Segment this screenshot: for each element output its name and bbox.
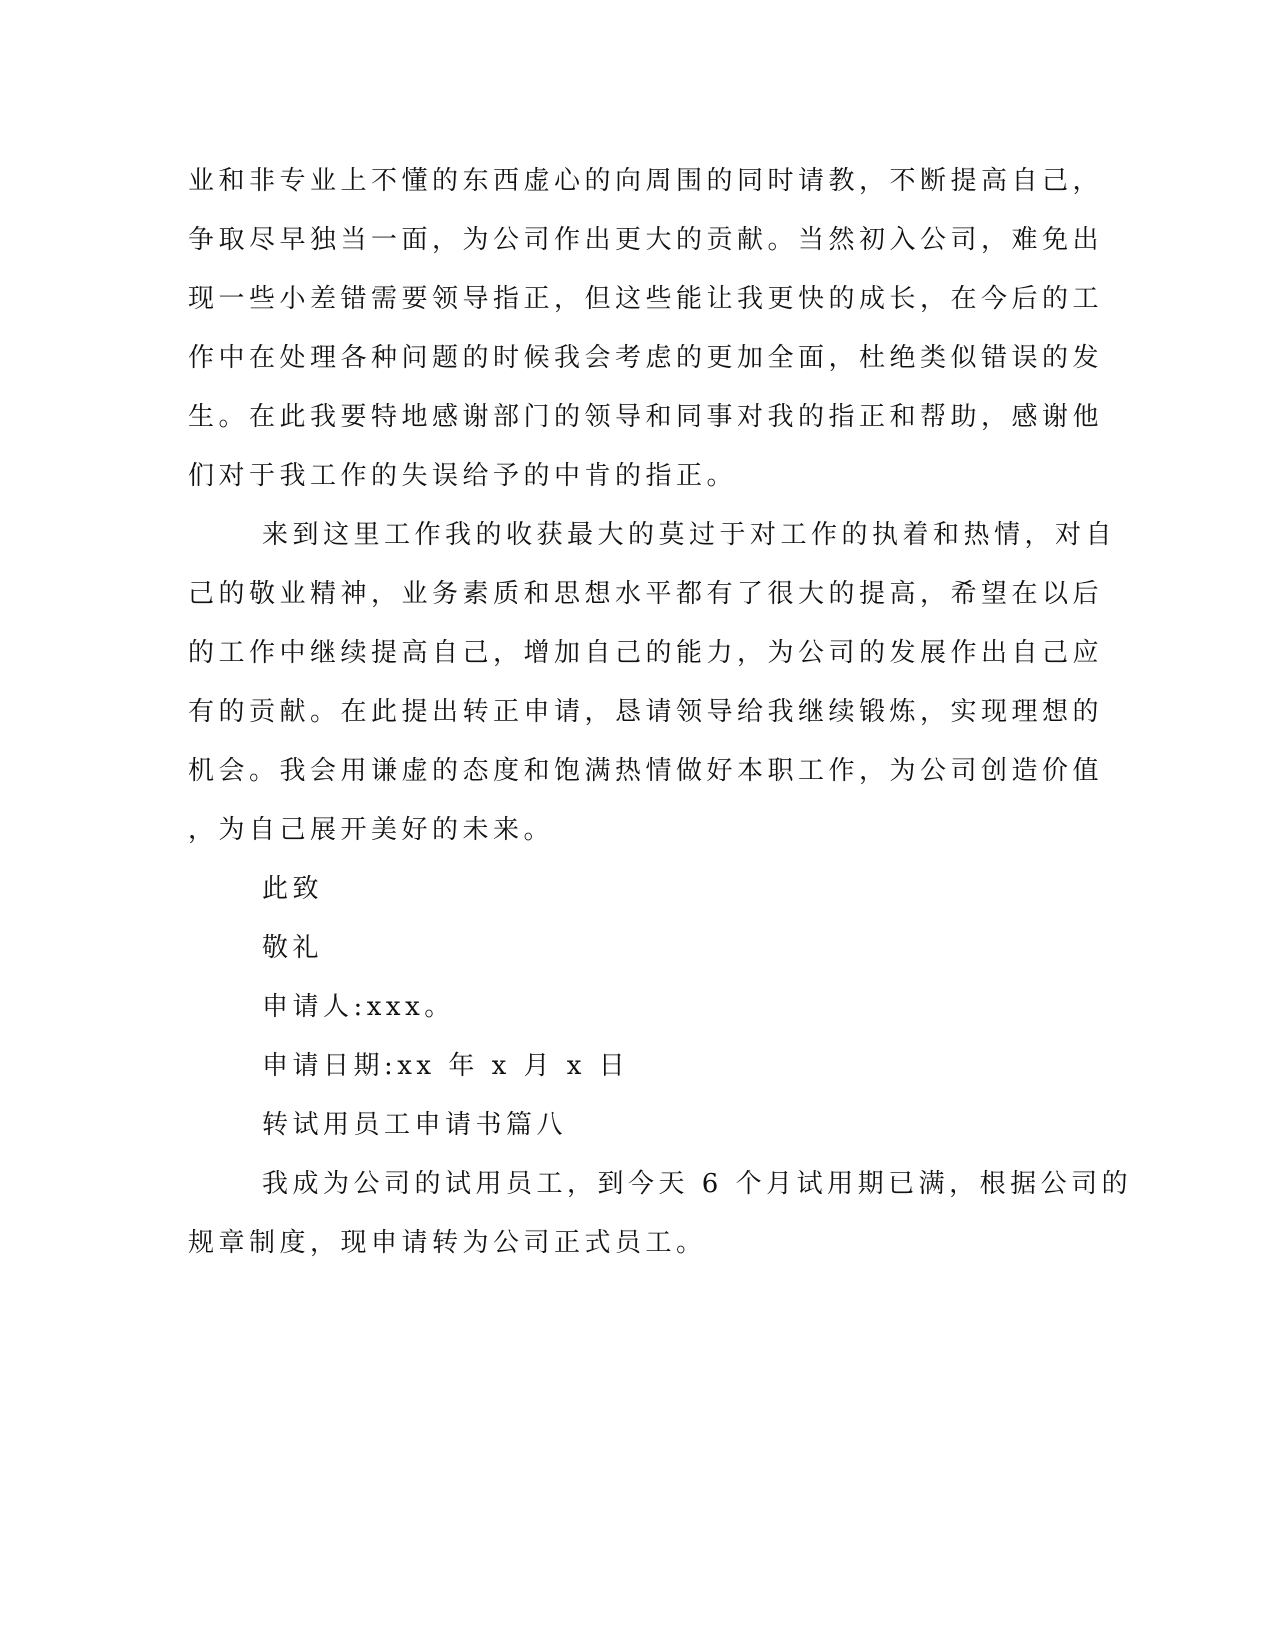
salutation-2: 敬礼 bbox=[262, 933, 324, 963]
paragraph-1-line-3: 现一些小差错需要领导指正，但这些能让我更快的成长，在今后的工 bbox=[188, 284, 1104, 314]
paragraph-3-line-2: 规章制度，现申请转为公司正式员工。 bbox=[188, 1228, 707, 1258]
date-line: 申请日期:xx 年 x 月 x 日 bbox=[262, 1051, 630, 1081]
applicant-line: 申请人:xxx。 bbox=[262, 992, 455, 1022]
paragraph-3-line-1: 我成为公司的试用员工，到今天 6 个月试用期已满，根据公司的 bbox=[262, 1169, 1133, 1199]
paragraph-1-line-4: 作中在处理各种问题的时候我会考虑的更加全面，杜绝类似错误的发 bbox=[188, 343, 1104, 373]
paragraph-2-line-4: 有的贡献。在此提出转正申请，恳请领导给我继续锻炼，实现理想的 bbox=[188, 697, 1104, 727]
paragraph-2-line-2: 己的敬业精神，业务素质和思想水平都有了很大的提高，希望在以后 bbox=[188, 579, 1104, 609]
paragraph-1-line-2: 争取尽早独当一面，为公司作出更大的贡献。当然初入公司，难免出 bbox=[188, 225, 1104, 255]
paragraph-2-line-6: ，为自己展开美好的未来。 bbox=[188, 815, 555, 845]
section-title: 转试用员工申请书篇八 bbox=[262, 1110, 568, 1140]
paragraph-2-line-1: 来到这里工作我的收获最大的莫过于对工作的执着和热情，对自 bbox=[262, 520, 1117, 550]
paragraph-2-line-3: 的工作中继续提高自己，增加自己的能力，为公司的发展作出自己应 bbox=[188, 638, 1104, 668]
paragraph-1-line-1: 业和非专业上不懂的东西虚心的向周围的同时请教，不断提高自己， bbox=[188, 166, 1104, 196]
paragraph-2-line-5: 机会。我会用谦虚的态度和饱满热情做好本职工作，为公司创造价值 bbox=[188, 756, 1104, 786]
salutation-1: 此致 bbox=[262, 874, 324, 904]
paragraph-1-line-5: 生。在此我要特地感谢部门的领导和同事对我的指正和帮助，感谢他 bbox=[188, 402, 1104, 432]
paragraph-1-line-6: 们对于我工作的失误给予的中肯的指正。 bbox=[188, 461, 738, 491]
